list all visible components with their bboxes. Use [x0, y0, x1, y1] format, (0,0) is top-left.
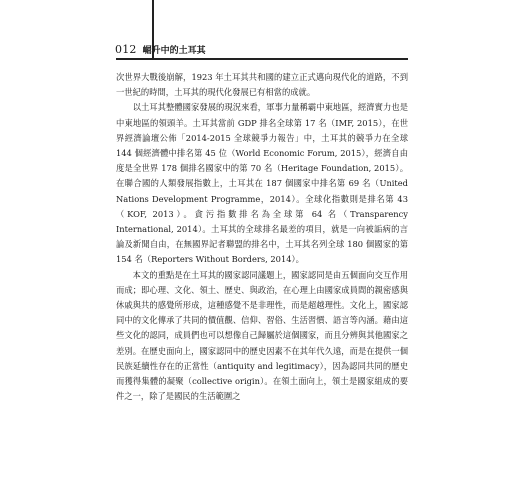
running-header [115, 42, 206, 56]
page-number: 012 [115, 42, 137, 56]
paragraph-turkey-development: 以土耳其整體國家發展的現況來看，軍事力量稱霸中東地區，經濟實力也是中東地區的領頭羊。土耳其當前 GDP 排名全球第 17 名（IMF, 2015），在世界經濟論壇公佈「2014-2015 全球競爭力報告」中，土耳其的競爭力在全球 144 個經濟體中排名第 45 位（World Economic Forum, 2015），經濟自由度是全世界 178 個排名國家中的第 70 名（Heritage Foundation, 2015）。在聯合國的人類發展指數上，土耳其在 187 個國家中排名第 69 名（United Nations Development Programme，2014）。全球化指數則是排名第 43（KOF, 2013）。貪污指數排名為全球第 64 名（Transparency International, 2014）。土耳其的全球排名最差的項目，就是一向被詬病的言論及新聞自由，在無國界記者聯盟的排名中，土耳其名列全球 180 個國家的第 154 名（Reporters Without Borders, 2014）。 [116, 102, 408, 265]
body-text [116, 70, 408, 404]
paragraph-national-identity: 本文的重點是在土耳其的國家認同議題上，國家認同是由五個面向交互作用而成；即心理、文化、領土、歷史、與政治，在心理上由國家成員間的親密感與休戚與共的感覺所形成，這種感覺不是非理性，而是超越理性。文化上，國家認同中的文化傳承了共同的價值觀、信仰、習俗、生活習慣、語言等內涵。藉由這些文化的認同，成員們也可以想像自己歸屬於這個國家，而且分辨與其他國家之差別。在歷史面向上，國家認同中的歷史因素不在其年代久遠，而是在提供一個民族延續性存在的正當性（antiquity and legitimacy），因為認同共同的歷史而獲得集體的凝聚（collective origin）。在領土面向上，領土是國家組成的要件之一，除了是國民的生活範圍之 [116, 269, 408, 402]
paragraph-continuation: 次世界大戰後崩解，1923 年土耳其共和國的建立正式邁向現代化的道路，不到一世紀的時間，土耳其的現代化發展已有相當的成就。 [116, 72, 408, 98]
running-title: 崛升中的土耳其 [142, 45, 206, 56]
header-horizontal-rule [116, 58, 408, 60]
